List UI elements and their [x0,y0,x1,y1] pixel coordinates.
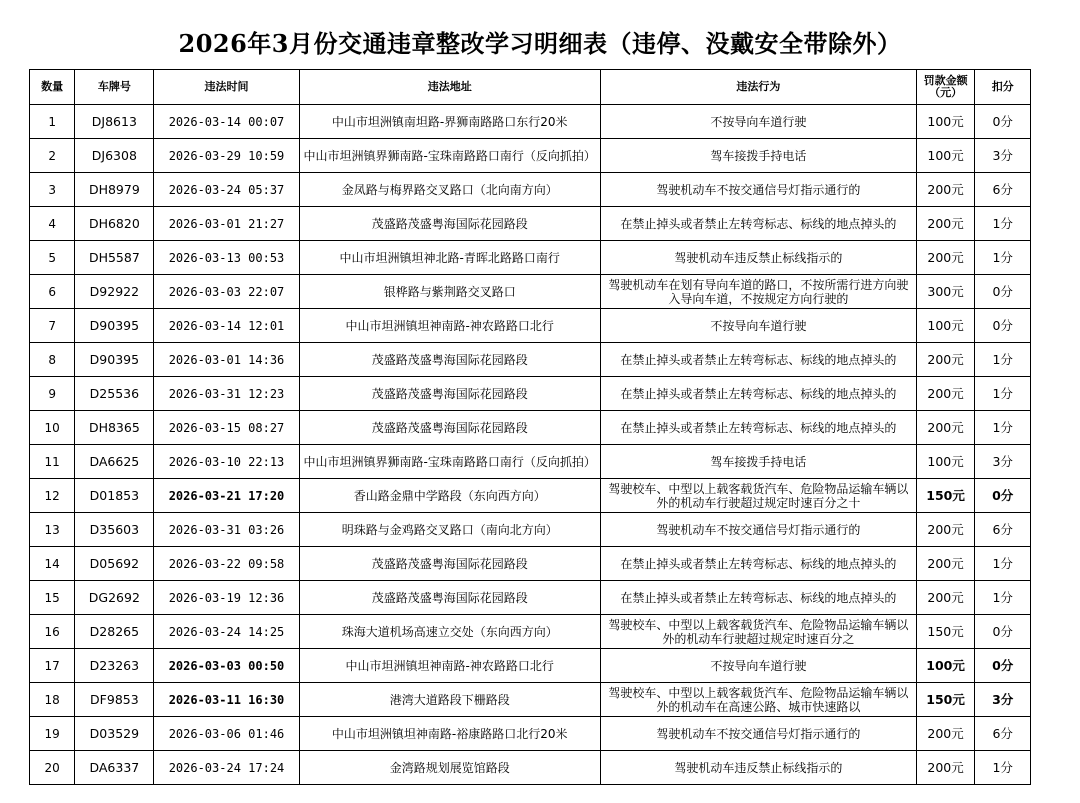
violation-address: 金湾路规划展览馆路段 [299,751,600,785]
violation-address: 中山市坦洲镇坦神南路-裕康路路口北行20米 [299,717,600,751]
plate-number: D28265 [75,615,154,649]
table-row [30,615,1031,649]
header-count: 数量 [30,70,75,105]
plate-number: DH8365 [75,411,154,445]
fine-amount: 100元 [916,139,975,173]
row-index: 14 [30,547,75,581]
table-row [30,207,1031,241]
violation-address: 中山市坦洲镇界狮南路-宝珠南路路口南行（反向抓拍） [299,139,600,173]
violation-time: 2026-03-15 08:27 [154,411,299,445]
row-index: 4 [30,207,75,241]
violation-time: 2026-03-29 10:59 [154,139,299,173]
table-row [30,173,1031,207]
row-index: 12 [30,479,75,513]
violation-time: 2026-03-06 01:46 [154,717,299,751]
plate-number: D23263 [75,649,154,683]
table-row [30,513,1031,547]
penalty-points: 0分 [975,275,1031,309]
violation-address: 中山市坦洲镇坦神北路-青晖北路路口南行 [299,241,600,275]
fine-amount: 100元 [916,105,975,139]
violation-action: 在禁止掉头或者禁止左转弯标志、标线的地点掉头的 [600,343,916,377]
plate-number: DJ8613 [75,105,154,139]
table-row [30,275,1031,309]
header-fine: 罚款金额（元） [916,70,975,105]
fine-amount: 200元 [916,717,975,751]
row-index: 20 [30,751,75,785]
document-title: 2026年3月份交通违章整改学习明细表（违停、没戴安全带除外） [178,29,902,58]
fine-amount: 300元 [916,275,975,309]
plate-number: D35603 [75,513,154,547]
row-index: 5 [30,241,75,275]
row-index: 15 [30,581,75,615]
fine-amount: 100元 [916,309,975,343]
penalty-points: 1分 [975,581,1031,615]
violation-action: 驾驶机动车违反禁止标线指示的 [600,241,916,275]
violation-time: 2026-03-21 17:20 [154,479,299,513]
plate-number: DH5587 [75,241,154,275]
violation-time: 2026-03-11 16:30 [154,683,299,717]
violation-address: 茂盛路茂盛粤海国际花园路段 [299,207,600,241]
table-row [30,377,1031,411]
violation-action: 在禁止掉头或者禁止左转弯标志、标线的地点掉头的 [600,581,916,615]
violation-time: 2026-03-10 22:13 [154,445,299,479]
plate-number: DH6820 [75,207,154,241]
violation-address: 茂盛路茂盛粤海国际花园路段 [299,581,600,615]
violation-time: 2026-03-22 09:58 [154,547,299,581]
violation-action: 驾驶校车、中型以上载客载货汽车、危险物品运输车辆以外的机动车行驶超过规定时速百分之十 [600,479,916,513]
violation-time: 2026-03-24 17:24 [154,751,299,785]
row-index: 9 [30,377,75,411]
violation-time: 2026-03-14 00:07 [154,105,299,139]
row-index: 17 [30,649,75,683]
penalty-points: 0分 [975,479,1031,513]
table-row [30,581,1031,615]
table-row [30,411,1031,445]
violation-address: 香山路金鼎中学路段（东向西方向） [299,479,600,513]
plate-number: DH8979 [75,173,154,207]
table-row [30,139,1031,173]
plate-number: D01853 [75,479,154,513]
penalty-points: 6分 [975,717,1031,751]
table-row [30,105,1031,139]
fine-amount: 200元 [916,377,975,411]
violation-time: 2026-03-31 12:23 [154,377,299,411]
row-index: 11 [30,445,75,479]
penalty-points: 1分 [975,377,1031,411]
row-index: 18 [30,683,75,717]
plate-number: D05692 [75,547,154,581]
table-row [30,309,1031,343]
plate-number: D25536 [75,377,154,411]
header-action: 违法行为 [600,70,916,105]
fine-amount: 200元 [916,343,975,377]
fine-amount: 150元 [916,479,975,513]
table-row [30,717,1031,751]
violation-address: 中山市坦洲镇界狮南路-宝珠南路路口南行（反向抓拍） [299,445,600,479]
fine-amount: 200元 [916,173,975,207]
violation-address: 港湾大道路段下栅路段 [299,683,600,717]
penalty-points: 0分 [975,649,1031,683]
row-index: 8 [30,343,75,377]
penalty-points: 0分 [975,615,1031,649]
violation-time: 2026-03-19 12:36 [154,581,299,615]
violation-address: 中山市坦洲镇南坦路-界狮南路路口东行20米 [299,105,600,139]
violation-action: 驾驶校车、中型以上载客载货汽车、危险物品运输车辆以外的机动车在高速公路、城市快速路以 [600,683,916,717]
violation-time: 2026-03-03 00:50 [154,649,299,683]
table-row [30,649,1031,683]
table-header-row [30,70,1031,105]
plate-number: D90395 [75,343,154,377]
plate-number: D90395 [75,309,154,343]
fine-amount: 200元 [916,241,975,275]
violation-action: 在禁止掉头或者禁止左转弯标志、标线的地点掉头的 [600,547,916,581]
violation-time: 2026-03-14 12:01 [154,309,299,343]
violation-address: 茂盛路茂盛粤海国际花园路段 [299,343,600,377]
table-row [30,683,1031,717]
row-index: 7 [30,309,75,343]
violation-address: 中山市坦洲镇坦神南路-神农路路口北行 [299,649,600,683]
fine-amount: 150元 [916,615,975,649]
violation-address: 茂盛路茂盛粤海国际花园路段 [299,547,600,581]
penalty-points: 3分 [975,139,1031,173]
plate-number: D03529 [75,717,154,751]
violation-time: 2026-03-03 22:07 [154,275,299,309]
table-row [30,445,1031,479]
violation-table [29,69,1031,785]
row-index: 13 [30,513,75,547]
fine-amount: 200元 [916,411,975,445]
violation-address: 中山市坦洲镇坦神南路-神农路路口北行 [299,309,600,343]
row-index: 2 [30,139,75,173]
penalty-points: 1分 [975,343,1031,377]
penalty-points: 6分 [975,173,1031,207]
violation-action: 不按导向车道行驶 [600,105,916,139]
violation-time: 2026-03-01 21:27 [154,207,299,241]
violation-time: 2026-03-31 03:26 [154,513,299,547]
plate-number: DA6625 [75,445,154,479]
violation-time: 2026-03-01 14:36 [154,343,299,377]
fine-amount: 200元 [916,751,975,785]
table-row [30,343,1031,377]
penalty-points: 1分 [975,207,1031,241]
violation-address: 茂盛路茂盛粤海国际花园路段 [299,377,600,411]
violation-action: 在禁止掉头或者禁止左转弯标志、标线的地点掉头的 [600,411,916,445]
penalty-points: 3分 [975,445,1031,479]
header-time: 违法时间 [154,70,299,105]
violation-action: 驾车接拨手持电话 [600,445,916,479]
violation-action: 驾驶机动车在划有导向车道的路口，不按所需行进方向驶入导向车道，不按规定方向行驶的 [600,275,916,309]
row-index: 3 [30,173,75,207]
violation-address: 银桦路与紫荆路交叉路口 [299,275,600,309]
violation-action: 在禁止掉头或者禁止左转弯标志、标线的地点掉头的 [600,377,916,411]
fine-amount: 100元 [916,445,975,479]
fine-amount: 200元 [916,513,975,547]
fine-amount: 200元 [916,581,975,615]
violation-action: 驾驶机动车不按交通信号灯指示通行的 [600,173,916,207]
violation-time: 2026-03-24 05:37 [154,173,299,207]
penalty-points: 1分 [975,241,1031,275]
penalty-points: 0分 [975,105,1031,139]
table-body [30,105,1031,785]
fine-amount: 200元 [916,547,975,581]
plate-number: DG2692 [75,581,154,615]
penalty-points: 3分 [975,683,1031,717]
violation-action: 驾驶校车、中型以上载客载货汽车、危险物品运输车辆以外的机动车行驶超过规定时速百分之 [600,615,916,649]
row-index: 1 [30,105,75,139]
violation-action: 不按导向车道行驶 [600,309,916,343]
plate-number: DA6337 [75,751,154,785]
violation-address: 明珠路与金鸡路交叉路口（南向北方向） [299,513,600,547]
fine-amount: 200元 [916,207,975,241]
penalty-points: 6分 [975,513,1031,547]
fine-amount: 150元 [916,683,975,717]
header-points: 扣分 [975,70,1031,105]
row-index: 16 [30,615,75,649]
violation-time: 2026-03-24 14:25 [154,615,299,649]
violation-action: 在禁止掉头或者禁止左转弯标志、标线的地点掉头的 [600,207,916,241]
table-row [30,241,1031,275]
violation-action: 驾驶机动车不按交通信号灯指示通行的 [600,717,916,751]
table-row [30,751,1031,785]
penalty-points: 0分 [975,309,1031,343]
row-index: 6 [30,275,75,309]
table-row [30,547,1031,581]
plate-number: DJ6308 [75,139,154,173]
violation-action: 不按导向车道行驶 [600,649,916,683]
violation-time: 2026-03-13 00:53 [154,241,299,275]
violation-action: 驾驶机动车不按交通信号灯指示通行的 [600,513,916,547]
header-address: 违法地址 [299,70,600,105]
header-plate: 车牌号 [75,70,154,105]
penalty-points: 1分 [975,411,1031,445]
violation-address: 金凤路与梅界路交叉路口（北向南方向） [299,173,600,207]
plate-number: D92922 [75,275,154,309]
violation-action: 驾车接拨手持电话 [600,139,916,173]
penalty-points: 1分 [975,751,1031,785]
violation-address: 珠海大道机场高速立交处（东向西方向） [299,615,600,649]
table-row [30,479,1031,513]
plate-number: DF9853 [75,683,154,717]
row-index: 10 [30,411,75,445]
violation-action: 驾驶机动车违反禁止标线指示的 [600,751,916,785]
row-index: 19 [30,717,75,751]
violation-address: 茂盛路茂盛粤海国际花园路段 [299,411,600,445]
fine-amount: 100元 [916,649,975,683]
penalty-points: 1分 [975,547,1031,581]
